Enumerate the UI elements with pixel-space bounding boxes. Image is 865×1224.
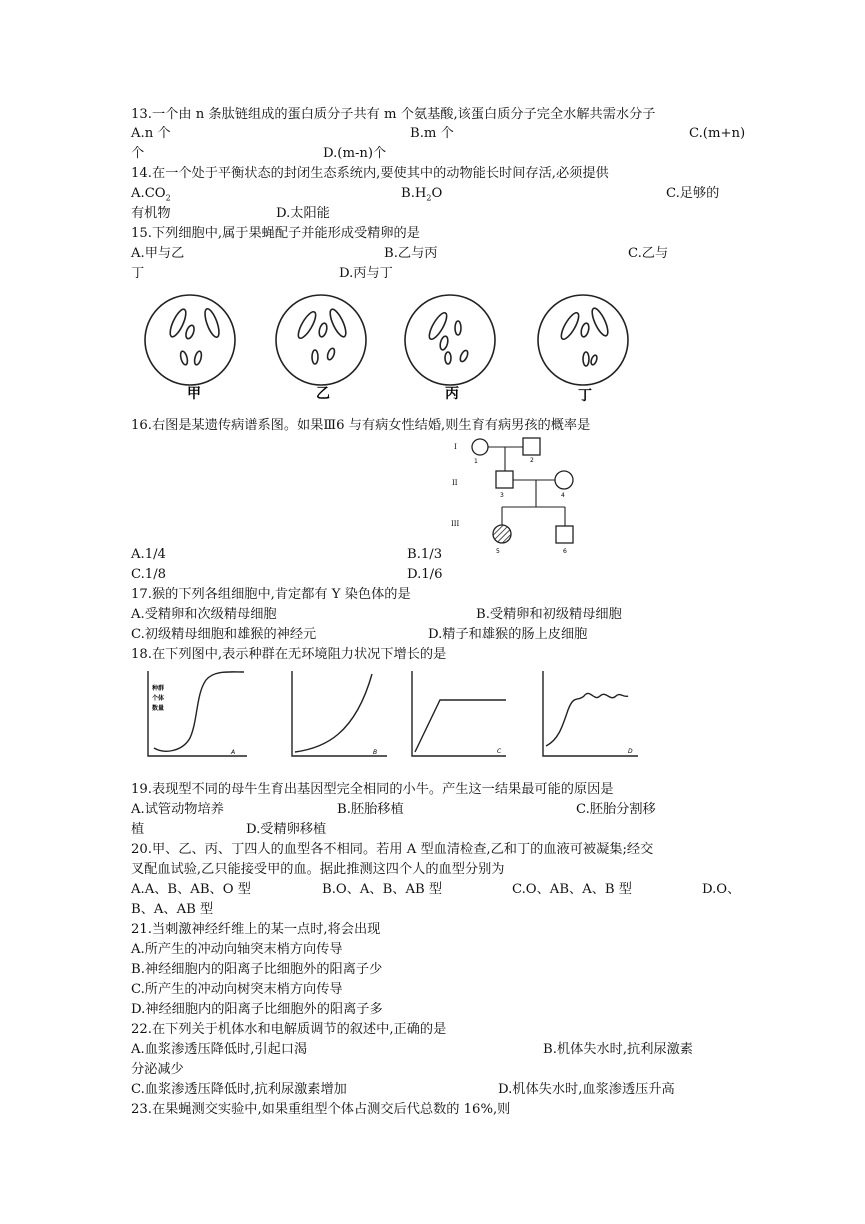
ylabel-char-6: 量 — [158, 705, 165, 712]
q20-option-b: B.O、A、B、AB 型 — [322, 882, 443, 897]
q19-option-b: B.胚胎移植 — [337, 802, 404, 817]
graph-label-a: A — [231, 749, 236, 756]
q22-stem: 22.在下列关于机体水和电解质调节的叙述中,正确的是 — [131, 1022, 447, 1037]
cell-figure — [140, 288, 660, 406]
q15-option-c: C.乙与 — [628, 246, 669, 261]
male-2 — [523, 438, 540, 455]
cell-label-ding: 丁 — [578, 388, 592, 404]
cell-label-yi: 乙 — [316, 386, 330, 402]
cell-label-jia: 甲 — [187, 386, 201, 402]
q22-option-c: C.血浆渗透压降低时,抗利尿激素增加 — [131, 1082, 347, 1097]
growth-curves-figure — [140, 668, 720, 768]
q17-option-c: C.初级精母细胞和雄猴的神经元 — [131, 627, 317, 642]
q20-option-c: C.O、AB、A、B 型 — [512, 882, 632, 897]
q21-option-d: D.神经细胞内的阳离子比细胞外的阳离子多 — [131, 1002, 383, 1017]
male-6 — [556, 526, 573, 543]
cell-bing — [405, 295, 495, 385]
q15-option-c-cont: 丁 — [131, 266, 145, 281]
ylabel-char-2: 群 — [158, 685, 165, 692]
q13-stem: 13.一个由 n 条肽链组成的蛋白质分子共有 m 个氨基酸,该蛋白质分子完全水解共需水分子 — [131, 107, 656, 122]
q17-option-d: D.精子和雄猴的肠上皮细胞 — [428, 627, 588, 642]
individual-3: 3 — [500, 492, 504, 499]
q23-stem: 23.在果蝇测交实验中,如果重组型个体占测交后代总数的 16%,则 — [131, 1102, 511, 1117]
q15-option-a: A.甲与乙 — [131, 246, 185, 261]
graph-a-axes — [148, 671, 247, 756]
q14-option-a: $A.CO_2$ — [131, 186, 171, 203]
graph-d-curve — [546, 693, 628, 746]
q21-option-c: C.所产生的冲动向树突末梢方向传导 — [131, 982, 343, 997]
affected-female-5 — [493, 525, 511, 543]
generation-label-2: II — [452, 479, 458, 487]
q16-option-b: B.1/3 — [407, 547, 443, 562]
q20-stem-line2: 叉配血试验,乙只能接受甲的血。据此推测这四个人的血型分别为 — [131, 862, 505, 877]
q17-option-b: B.受精卵和初级精母细胞 — [476, 607, 622, 622]
q16-option-c: C.1/8 — [131, 567, 167, 582]
q18-stem: 18.在下列图中,表示种群在无环境阻力状况下增长的是 — [131, 647, 447, 662]
male-3 — [496, 471, 513, 488]
ylabel-char-3: 个 — [152, 695, 159, 702]
q22-option-a: A.血浆渗透压降低时,引起口渴 — [131, 1042, 308, 1057]
q15-stem: 15.下列细胞中,属于果蝇配子并能形成受精卵的是 — [131, 226, 420, 241]
graph-a-curve — [154, 672, 244, 751]
individual-5: 5 — [496, 548, 500, 555]
q19-option-a: A.试管动物培养 — [131, 802, 224, 817]
q20-option-a: A.A、B、AB、O 型 — [131, 882, 251, 897]
cell-yi — [276, 295, 366, 385]
individual-2: 2 — [530, 457, 534, 464]
graph-label-d: D — [628, 748, 633, 755]
q20-stem-line1: 20.甲、乙、丙、丁四人的血型各不相同。若用 A 型血清检查,乙和丁的血液可被凝集;经交 — [131, 842, 654, 857]
q14-option-b: $B.H_2O$ — [401, 186, 443, 203]
q14-option-c: C.足够的 — [666, 186, 720, 201]
q19-option-c-cont: 植 — [131, 822, 145, 837]
ylabel-char-1: 种 — [152, 685, 159, 692]
graph-label-c: C — [497, 748, 502, 755]
cell-ding — [538, 295, 628, 385]
ylabel-char-5: 数 — [152, 705, 159, 712]
q22-option-b: B.机体失水时,抗利尿激素 — [543, 1042, 693, 1057]
q17-stem: 17.猴的下列各组细胞中,肯定都有 Y 染色体的是 — [131, 587, 411, 602]
q13-option-a: A.n 个 — [131, 126, 171, 141]
female-1 — [472, 439, 488, 455]
q21-stem: 21.当刺激神经纤维上的某一点时,将会出现 — [131, 922, 381, 937]
ylabel-char-4: 体 — [158, 695, 165, 702]
q20-option-d-cont: B、A、AB 型 — [131, 902, 214, 917]
cell-label-bing: 丙 — [445, 386, 459, 402]
q20-option-d: D.O、 — [702, 882, 741, 897]
q19-option-d: D.受精卵移植 — [246, 822, 327, 837]
q16-stem: 16.右图是某遗传病谱系图。如果Ⅲ6 与有病女性结婚,则生育有病男孩的概率是 — [131, 418, 591, 433]
individual-6: 6 — [563, 548, 567, 555]
q13-option-c: C.(m+n) — [689, 126, 746, 141]
q14-option-d: D.太阳能 — [276, 206, 330, 221]
q13-option-d: D.(m-n)个 — [323, 146, 387, 161]
graph-d-axes — [543, 671, 638, 756]
female-4 — [555, 471, 573, 489]
q16-option-d: D.1/6 — [407, 567, 443, 582]
individual-1: 1 — [474, 458, 478, 465]
graph-label-b: B — [373, 749, 378, 756]
q16-option-a: A.1/4 — [131, 547, 166, 562]
graph-c-curve — [415, 700, 506, 752]
q17-option-a: A.受精卵和次级精母细胞 — [131, 607, 277, 622]
pedigree-chart — [440, 435, 600, 560]
q19-option-c: C.胚胎分割移 — [576, 802, 656, 817]
cell-jia — [145, 295, 235, 385]
q21-option-b: B.神经细胞内的阳离子比细胞外的阳离子少 — [131, 962, 383, 977]
graph-b-curve — [295, 674, 372, 752]
q22-option-d: D.机体失水时,血浆渗透压升高 — [498, 1082, 675, 1097]
q14-option-c-cont: 有机物 — [131, 206, 171, 221]
graph-b-axes — [292, 671, 387, 756]
q15-option-d: D.丙与丁 — [339, 266, 393, 281]
q13-option-b: B.m 个 — [410, 126, 454, 141]
q19-stem: 19.表现型不同的母牛生育出基因型完全相同的小牛。产生这一结果最可能的原因是 — [131, 782, 614, 797]
q15-option-b: B.乙与丙 — [384, 246, 438, 261]
q13-option-c-cont: 个 — [131, 146, 145, 161]
q14-stem: 14.在一个处于平衡状态的封闭生态系统内,要使其中的动物能长时间存活,必须提供 — [131, 166, 609, 181]
q22-option-b-cont: 分泌减少 — [131, 1062, 184, 1077]
generation-label-3: III — [451, 520, 460, 528]
q21-option-a: A.所产生的冲动向轴突末梢方向传导 — [131, 942, 343, 957]
generation-label-1: I — [454, 443, 457, 451]
individual-4: 4 — [561, 492, 565, 499]
graph-c-axes — [412, 671, 506, 756]
